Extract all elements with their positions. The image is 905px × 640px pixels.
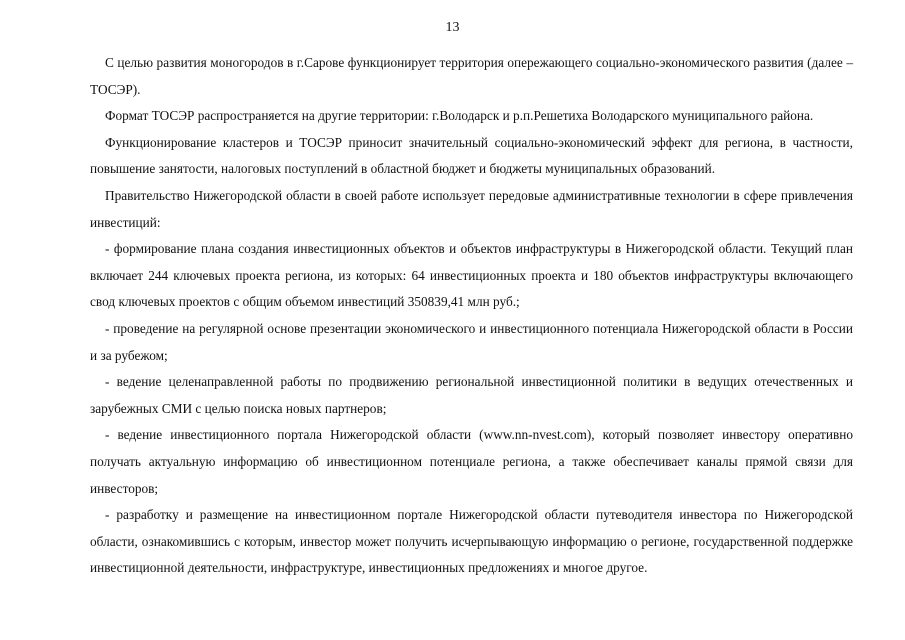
list-item-media-promotion: - ведение целенаправленной работы по продвижению региональной инвестиционной политики в ведущих отечественных и зарубежных СМИ с целью поиска новых партнеров;: [90, 374, 853, 416]
list-item-investment-portal: - ведение инвестиционного портала Нижегородской области (www.nn-nvest.com), который позволяет инвестору оперативно получать актуальную информацию об инвестиционном потенциале региона, а также обеспечивает каналы прямой связи для инвесторов;: [90, 427, 853, 496]
paragraph-tosr-sarov: С целью развития моногородов в г.Сарове функционирует территория опережающего социально-экономического развития (далее – ТОСЭР).: [90, 55, 853, 97]
list-item-presentations: - проведение на регулярной основе презентации экономического и инвестиционного потенциала Нижегородской области в России и за рубежом;: [90, 320, 853, 363]
paragraph-government-technologies: Правительство Нижегородской области в своей работе использует передовые административные технологии в сфере привлечения инвестиций:: [90, 187, 853, 230]
list-item-investor-guide: - разработку и размещение на инвестиционном портале Нижегородской области путеводителя инвестора по Нижегородской области, ознакомившись с которым, инвестор может получить исчерпывающую информацию о регионе, государственной поддержке инвестиционной деятельности, инфраструктуре, инвестиционных предложениях и многое другое.: [90, 507, 853, 576]
page-number: 13: [445, 20, 460, 35]
document-body: [90, 50, 853, 582]
list-item-investment-plan: - формирование плана создания инвестиционных объектов и объектов инфраструктуры в Нижегородской области. Текущий план включает 244 ключевых проекта региона, из которых: 64 инвестиционных проекта и 180 объектов инфраструктуры включающего свод ключевых проектов с общим объемом инвестиций 350839,41 млн руб.;: [90, 241, 853, 310]
paragraph-clusters-effect: Функционирование кластеров и ТОСЭР приносит значительный социально-экономический эффект для региона, в частности, повышение занятости, налоговых поступлений в областной бюджет и бюджеты муниципальных образований.: [90, 134, 853, 177]
paragraph-tosr-format: Формат ТОСЭР распространяется на другие территории: г.Володарск и р.п.Решетиха Володарского муниципального района.: [105, 108, 814, 124]
